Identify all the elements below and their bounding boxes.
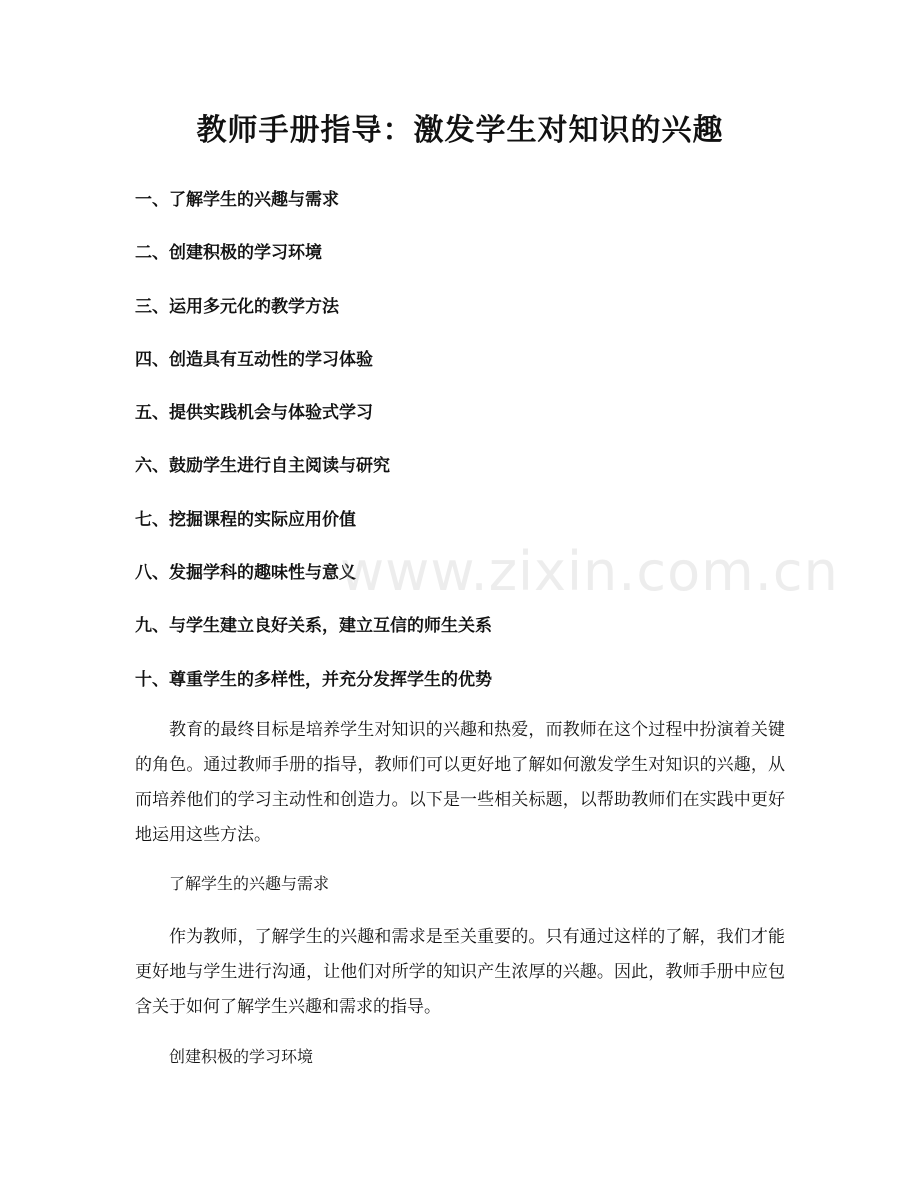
table-of-contents	[135, 187, 492, 720]
toc-item-1: 一、了解学生的兴趣与需求	[135, 190, 339, 210]
watermark: www.zixin.com.cn	[340, 540, 839, 603]
section-heading-1: 了解学生的兴趣与需求	[169, 874, 330, 893]
toc-item-4: 四、创造具有互动性的学习体验	[135, 349, 373, 370]
document-title: 教师手册指导：激发学生对知识的兴趣	[196, 113, 724, 148]
section-heading-2: 创建积极的学习环境	[169, 1047, 314, 1066]
toc-item-7: 七、挖掘课程的实际应用价值	[135, 509, 356, 530]
intro-paragraph: 教育的最终目标是培养学生对知识的兴趣和热爱，而教师在这个过程中扮演着关键的角色。通过教师手册的指导，教师们可以更好地了解如何激发学生对知识的兴趣，从而培养他们的学习主动性和创造力。以下是一些相关标题，以帮助教师们在实践中更好地运用这些方法。	[135, 720, 785, 845]
toc-item-2: 二、创建积极的学习环境	[135, 243, 322, 264]
toc-item-9: 九、与学生建立良好关系，建立互信的师生关系	[135, 616, 492, 637]
toc-item-3: 三、运用多元化的教学方法	[135, 296, 339, 317]
toc-item-5: 五、提供实践机会与体验式学习	[135, 403, 373, 424]
toc-item-10: 十、尊重学生的多样性，并充分发挥学生的优势	[135, 669, 492, 690]
toc-item-8: 八、发掘学科的趣味性与意义	[135, 563, 356, 584]
toc-item-6: 六、鼓励学生进行自主阅读与研究	[135, 456, 390, 477]
section-paragraph-1: 作为教师，了解学生的兴趣和需求是至关重要的。只有通过这样的了解，我们才能更好地与学生进行沟通，让他们对所学的知识产生浓厚的兴趣。因此，教师手册中应包含关于如何了解学生兴趣和需求的指导。	[135, 927, 785, 1017]
